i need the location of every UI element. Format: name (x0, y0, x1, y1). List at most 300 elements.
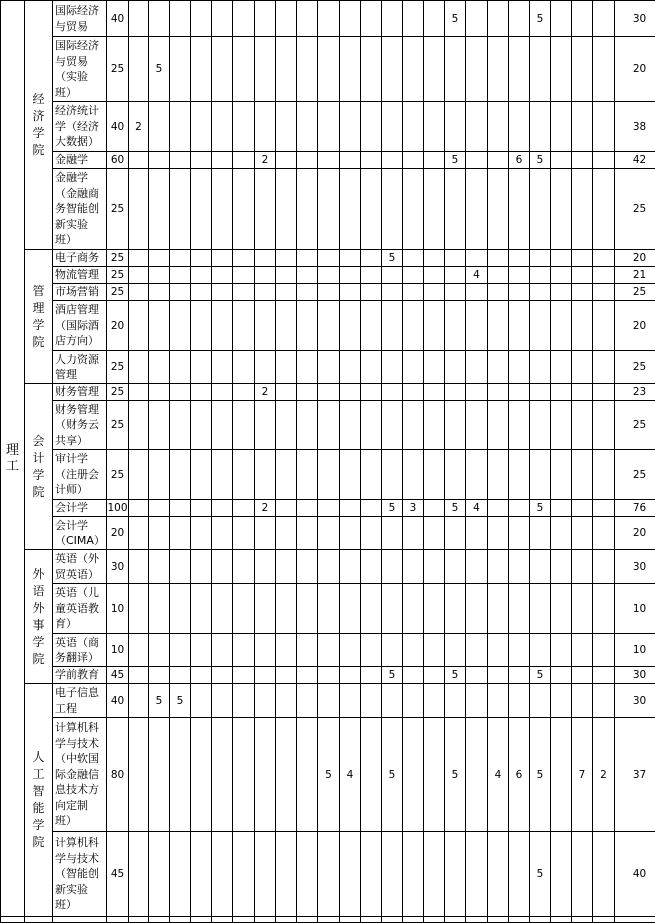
province-quota-cell: 2 (129, 102, 149, 152)
major-name-line: 学与技术 (55, 851, 106, 867)
empty-cell (509, 284, 530, 301)
empty-cell (340, 917, 361, 923)
empty-cell (318, 401, 340, 450)
empty-cell (297, 401, 318, 450)
major-name (53, 284, 107, 301)
empty-cell (233, 37, 255, 102)
empty-cell (129, 667, 149, 684)
empty-cell (170, 152, 191, 169)
major-name-line: 国际经济 (55, 3, 106, 19)
empty-cell (488, 301, 509, 351)
empty-cell (297, 450, 318, 500)
empty-cell (212, 102, 233, 152)
empty-cell (170, 384, 191, 401)
empty-cell (466, 250, 488, 267)
major-name-line: （CIMA） (55, 533, 106, 549)
empty-cell (233, 917, 255, 923)
empty-cell (297, 284, 318, 301)
major-name-line: 店方向） (55, 333, 106, 349)
empty-cell (593, 301, 615, 351)
plan-total-cell: 20 (107, 517, 129, 550)
empty-cell (572, 550, 593, 584)
empty-cell (509, 584, 530, 634)
major-name-line: 班） (55, 813, 106, 829)
empty-cell (297, 169, 318, 250)
province-quota-cell: 5 (445, 1, 466, 37)
major-name-line: 会计学 (55, 500, 106, 516)
empty-cell (593, 667, 615, 684)
plan-total-cell: 30 (107, 550, 129, 584)
empty-cell (445, 684, 466, 718)
empty-cell (212, 1, 233, 37)
empty-cell (276, 584, 297, 634)
empty-cell (572, 401, 593, 450)
major-name-line: 工程 (55, 701, 106, 717)
empty-cell (466, 517, 488, 550)
empty-cell (403, 284, 424, 301)
empty-cell (255, 37, 276, 102)
empty-cell (149, 667, 170, 684)
empty-cell (593, 500, 615, 517)
empty-cell (149, 584, 170, 634)
empty-cell (149, 401, 170, 450)
empty-cell (488, 102, 509, 152)
empty-cell (340, 152, 361, 169)
empty-cell (129, 284, 149, 301)
empty-cell (149, 267, 170, 284)
major-name-line: 人力资源 (55, 352, 106, 368)
province-quota-cell: 2 (255, 500, 276, 517)
major-name-line: 向定制 (55, 798, 106, 814)
empty-cell (466, 152, 488, 169)
empty-cell (340, 550, 361, 584)
empty-cell (488, 634, 509, 667)
province-quota-cell: 5 (530, 832, 551, 917)
empty-cell (572, 250, 593, 267)
empty-cell (318, 351, 340, 384)
plan-total-cell: 10 (107, 584, 129, 634)
empty-cell (361, 37, 382, 102)
empty-cell (593, 517, 615, 550)
empty-cell (382, 169, 403, 250)
major-name-line: （实验 (55, 69, 106, 85)
empty-cell (403, 37, 424, 102)
empty-cell (593, 250, 615, 267)
empty-cell (403, 102, 424, 152)
empty-cell (191, 917, 212, 923)
empty-cell (318, 450, 340, 500)
empty-cell (318, 634, 340, 667)
empty-cell (572, 301, 593, 351)
major-name-line: 物流管理 (55, 267, 106, 283)
empty-cell (509, 667, 530, 684)
college-name: 经 济 学 院 (25, 1, 53, 250)
remaining-cell: 25 (615, 450, 655, 500)
remaining-cell: 30 (615, 667, 655, 684)
empty-cell (191, 250, 212, 267)
table-row (1, 169, 655, 250)
empty-cell (593, 384, 615, 401)
empty-cell (424, 667, 445, 684)
major-name-line: （金融商 (55, 186, 106, 202)
empty-cell (255, 284, 276, 301)
empty-cell (382, 384, 403, 401)
empty-cell (297, 634, 318, 667)
major-name (53, 1, 107, 37)
empty-cell (488, 37, 509, 102)
major-name-line: （财务云 (55, 417, 106, 433)
empty-cell (297, 584, 318, 634)
empty-cell (382, 37, 403, 102)
empty-cell (191, 401, 212, 450)
empty-cell (255, 401, 276, 450)
empty-cell (488, 550, 509, 584)
remaining-cell: 23 (615, 384, 655, 401)
empty-cell (149, 152, 170, 169)
major-name (53, 450, 107, 500)
major-name-line: 会计学 (55, 518, 106, 534)
empty-cell (53, 917, 107, 923)
empty-cell (170, 517, 191, 550)
empty-cell (318, 517, 340, 550)
major-name-line: 计算机科 (55, 720, 106, 736)
empty-cell (382, 584, 403, 634)
college-name: 人 工 智 能 学 院 (25, 684, 53, 917)
empty-cell (572, 102, 593, 152)
empty-cell (255, 517, 276, 550)
empty-cell (509, 1, 530, 37)
empty-cell (488, 152, 509, 169)
empty-cell (424, 450, 445, 500)
empty-cell (403, 169, 424, 250)
plan-total-cell: 25 (107, 250, 129, 267)
major-name (53, 832, 107, 917)
empty-cell (297, 917, 318, 923)
empty-cell (129, 500, 149, 517)
major-name-line: 金融学 (55, 152, 106, 168)
empty-cell (403, 1, 424, 37)
empty-cell (466, 718, 488, 832)
empty-cell (233, 684, 255, 718)
empty-cell (233, 634, 255, 667)
plan-total-cell: 45 (107, 832, 129, 917)
major-name-line: 学（经济 (55, 119, 106, 135)
empty-cell (382, 634, 403, 667)
table-row (1, 550, 655, 584)
empty-cell (488, 917, 509, 923)
empty-cell (572, 584, 593, 634)
empty-cell (530, 267, 551, 284)
empty-cell (488, 401, 509, 450)
empty-cell (530, 917, 551, 923)
empty-cell (551, 500, 572, 517)
table-row (1, 584, 655, 634)
remaining-cell: 25 (615, 284, 655, 301)
empty-cell (424, 1, 445, 37)
empty-cell (593, 684, 615, 718)
empty-cell (212, 37, 233, 102)
empty-cell (403, 450, 424, 500)
empty-cell (551, 667, 572, 684)
empty-cell (361, 152, 382, 169)
empty-cell (572, 500, 593, 517)
remaining-cell: 30 (615, 550, 655, 584)
empty-cell (170, 301, 191, 351)
major-name-line: （国际酒 (55, 318, 106, 334)
empty-cell (233, 667, 255, 684)
province-quota-cell: 5 (445, 500, 466, 517)
empty-cell (233, 169, 255, 250)
empty-cell (340, 102, 361, 152)
empty-cell (297, 500, 318, 517)
empty-cell (340, 684, 361, 718)
province-quota-cell: 6 (509, 718, 530, 832)
empty-cell (424, 152, 445, 169)
empty-cell (318, 917, 340, 923)
major-name-line: 审计学 (55, 451, 106, 467)
empty-cell (572, 351, 593, 384)
empty-cell (572, 832, 593, 917)
empty-cell (361, 718, 382, 832)
empty-cell (530, 584, 551, 634)
empty-cell (488, 584, 509, 634)
major-name-line: 市场营销 (55, 284, 106, 300)
empty-cell (424, 169, 445, 250)
empty-cell (212, 152, 233, 169)
empty-cell (403, 152, 424, 169)
empty-cell (551, 401, 572, 450)
empty-cell (129, 517, 149, 550)
empty-cell (466, 550, 488, 584)
empty-cell (170, 500, 191, 517)
empty-cell (488, 267, 509, 284)
empty-cell (255, 832, 276, 917)
empty-cell (466, 1, 488, 37)
empty-cell (233, 384, 255, 401)
empty-cell (593, 917, 615, 923)
empty-cell (191, 500, 212, 517)
empty-cell (170, 284, 191, 301)
major-name-line: 童英语教 (55, 601, 106, 617)
remaining-cell: 40 (615, 832, 655, 917)
major-name-line: 电子商务 (55, 250, 106, 266)
major-name-line: 新实验 (55, 882, 106, 898)
remaining-cell: 25 (615, 351, 655, 384)
empty-cell (191, 301, 212, 351)
empty-cell (466, 37, 488, 102)
province-quota-cell: 5 (445, 667, 466, 684)
major-name-line: 与贸易 (55, 54, 106, 70)
empty-cell (340, 1, 361, 37)
remaining-cell: 20 (615, 301, 655, 351)
remaining-cell: 25 (615, 401, 655, 450)
major-name-line: 学前教育 (55, 667, 106, 683)
empty-cell (403, 517, 424, 550)
empty-cell (382, 401, 403, 450)
major-name (53, 169, 107, 250)
empty-cell (212, 351, 233, 384)
empty-cell (149, 351, 170, 384)
empty-cell (212, 250, 233, 267)
empty-cell (466, 384, 488, 401)
table-row (1, 37, 655, 102)
empty-cell (466, 684, 488, 718)
empty-cell (403, 917, 424, 923)
empty-cell (212, 401, 233, 450)
empty-cell (340, 584, 361, 634)
major-name-line: 财务管理 (55, 402, 106, 418)
major-name (53, 500, 107, 517)
empty-cell (509, 37, 530, 102)
major-name-line: （智能创 (55, 866, 106, 882)
empty-cell (255, 584, 276, 634)
empty-cell (191, 1, 212, 37)
empty-cell (361, 550, 382, 584)
empty-cell (403, 384, 424, 401)
province-quota-cell: 5 (382, 667, 403, 684)
empty-cell (530, 384, 551, 401)
empty-cell (509, 634, 530, 667)
empty-cell (551, 450, 572, 500)
empty-cell (403, 301, 424, 351)
empty-cell (551, 267, 572, 284)
empty-cell (212, 284, 233, 301)
major-name-line: 计算机科 (55, 835, 106, 851)
empty-cell (445, 584, 466, 634)
empty-cell (276, 351, 297, 384)
empty-cell (424, 634, 445, 667)
major-name-line: 英语（外 (55, 551, 106, 567)
empty-cell (593, 102, 615, 152)
empty-cell (318, 832, 340, 917)
empty-cell (318, 152, 340, 169)
empty-cell (276, 500, 297, 517)
empty-cell (382, 517, 403, 550)
empty-cell (424, 517, 445, 550)
empty-cell (340, 37, 361, 102)
empty-cell (361, 450, 382, 500)
province-quota-cell: 5 (530, 667, 551, 684)
plan-total-cell: 25 (107, 351, 129, 384)
empty-cell (361, 267, 382, 284)
empty-cell (509, 351, 530, 384)
empty-cell (340, 667, 361, 684)
empty-cell (255, 684, 276, 718)
empty-cell (382, 832, 403, 917)
empty-cell (593, 450, 615, 500)
empty-cell (445, 517, 466, 550)
major-name-line: 国际经济 (55, 38, 106, 54)
empty-cell (551, 250, 572, 267)
empty-cell (509, 550, 530, 584)
empty-cell (170, 351, 191, 384)
empty-cell (551, 284, 572, 301)
empty-cell (615, 917, 655, 923)
empty-cell (297, 517, 318, 550)
empty-cell (530, 284, 551, 301)
empty-cell (445, 450, 466, 500)
empty-cell (488, 351, 509, 384)
empty-cell (361, 351, 382, 384)
province-quota-cell: 5 (382, 718, 403, 832)
empty-cell (572, 37, 593, 102)
empty-cell (466, 102, 488, 152)
empty-cell (276, 684, 297, 718)
remaining-cell: 20 (615, 517, 655, 550)
empty-cell (212, 267, 233, 284)
table-row (1, 250, 655, 267)
major-name-line: 酒店管理 (55, 302, 106, 318)
empty-cell (170, 450, 191, 500)
empty-cell (255, 917, 276, 923)
empty-cell (170, 634, 191, 667)
province-quota-cell: 5 (170, 684, 191, 718)
plan-total-cell: 25 (107, 37, 129, 102)
empty-cell (403, 267, 424, 284)
empty-cell (424, 401, 445, 450)
empty-cell (191, 832, 212, 917)
empty-cell (445, 917, 466, 923)
remaining-cell: 20 (615, 250, 655, 267)
plan-total-cell: 25 (107, 384, 129, 401)
major-name-line: 际金融信 (55, 767, 106, 783)
empty-cell (488, 500, 509, 517)
major-name-line: 经济统计 (55, 103, 106, 119)
empty-cell (466, 832, 488, 917)
empty-cell (551, 351, 572, 384)
empty-cell (382, 267, 403, 284)
empty-cell (424, 384, 445, 401)
major-name-line: 计师） (55, 482, 106, 498)
empty-cell (191, 152, 212, 169)
major-name-line: 学与技术 (55, 736, 106, 752)
empty-cell (488, 450, 509, 500)
empty-cell (233, 718, 255, 832)
empty-cell (382, 450, 403, 500)
empty-cell (170, 267, 191, 284)
empty-cell (382, 1, 403, 37)
province-quota-cell: 4 (466, 500, 488, 517)
province-quota-cell: 5 (149, 684, 170, 718)
empty-cell (424, 102, 445, 152)
province-quota-cell: 7 (572, 718, 593, 832)
empty-cell (530, 250, 551, 267)
empty-cell (233, 351, 255, 384)
empty-cell (361, 169, 382, 250)
empty-cell (424, 550, 445, 584)
province-quota-cell: 4 (488, 718, 509, 832)
discipline-category: 理工 (1, 1, 25, 917)
empty-cell (551, 832, 572, 917)
empty-cell (572, 634, 593, 667)
empty-cell (509, 169, 530, 250)
empty-cell (297, 102, 318, 152)
empty-cell (424, 301, 445, 351)
major-name (53, 384, 107, 401)
empty-cell (191, 284, 212, 301)
empty-cell (297, 832, 318, 917)
empty-cell (276, 102, 297, 152)
empty-cell (318, 267, 340, 284)
empty-cell (509, 450, 530, 500)
empty-cell (572, 517, 593, 550)
empty-cell (297, 667, 318, 684)
plan-total-cell: 20 (107, 301, 129, 351)
empty-cell (593, 169, 615, 250)
table-row (1, 832, 655, 917)
empty-cell (572, 667, 593, 684)
empty-cell (361, 102, 382, 152)
